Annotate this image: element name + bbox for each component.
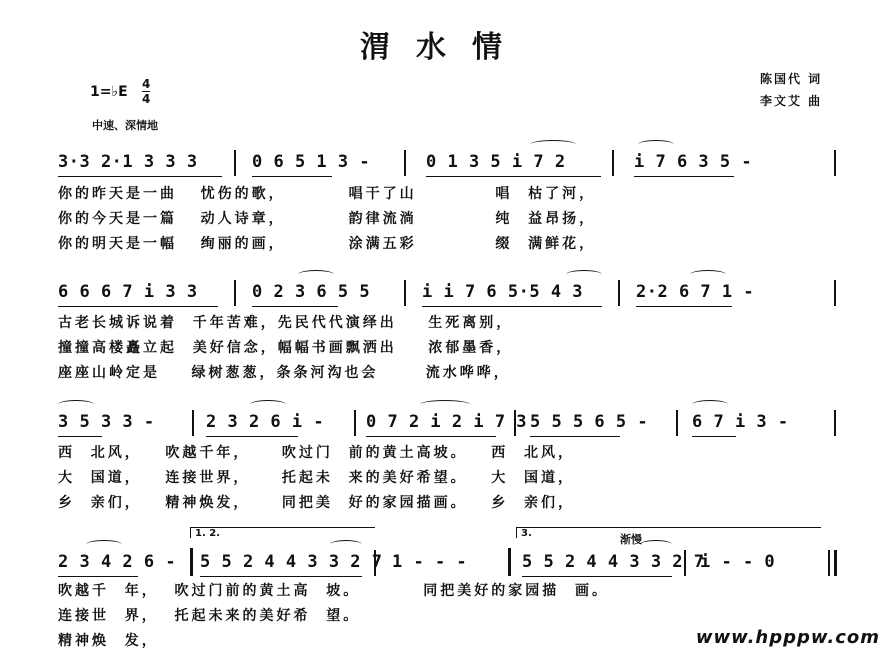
barline <box>192 410 194 436</box>
barline <box>618 280 620 306</box>
final-barline-thick <box>834 550 837 576</box>
barline <box>514 410 516 436</box>
volta-bracket-3: 3. <box>516 527 821 538</box>
measure: 5 5 2 4 4 3 3 2 7 <box>522 552 705 572</box>
barline <box>684 550 686 576</box>
barline <box>404 280 406 306</box>
repeat-barline <box>508 548 511 576</box>
beam-underline <box>422 306 602 307</box>
lyric-line-2: 大 国道， 连接世界， 托起未 来的美好希望。 大 国道， <box>58 470 575 486</box>
slur <box>530 140 576 149</box>
measure: i 7 6 3 5 - <box>634 152 753 172</box>
beam-underline <box>206 436 298 437</box>
measure: 3·3 2·1 3 3 3 <box>58 152 198 172</box>
slur <box>330 540 362 549</box>
beam-underline <box>366 436 496 437</box>
time-signature <box>142 78 150 105</box>
beam-underline <box>530 436 620 437</box>
barline <box>234 280 236 306</box>
lyric-line-3: 精神焕 发， <box>58 633 159 649</box>
measure: 2 3 2 6 i - <box>206 412 325 432</box>
ritardando-marking: 渐慢 <box>620 533 642 546</box>
beam-underline <box>252 176 332 177</box>
slur <box>690 270 726 279</box>
measure: 5 5 5 6 5 - <box>530 412 649 432</box>
measure: 6 6 6 7 i 3 3 <box>58 282 198 302</box>
lyricist-credit: 陈国代 词 <box>760 72 823 86</box>
time-signature-bottom: 4 <box>142 92 151 106</box>
song-title: 渭水情 <box>360 30 528 65</box>
slur <box>250 400 286 409</box>
barline <box>834 280 836 306</box>
lyric-line-3: 你的明天是一幅 绚丽的画， 涂满五彩 缀 满鲜花， <box>58 236 597 252</box>
measure: 0 1 3 5 i 7 2 <box>426 152 566 172</box>
measure: 2 3 4 2 6 - <box>58 552 177 572</box>
slur <box>566 270 602 279</box>
measure: i i 7 6 5·5 4 3 <box>422 282 584 302</box>
beam-underline <box>58 306 218 307</box>
beam-underline <box>200 576 362 577</box>
measure: 2·2 6 7 1 - <box>636 282 755 302</box>
lyric-line-1: 西 北风， 吹越千年， 吹过门 前的黄土高坡。 西 北风， <box>58 445 575 461</box>
watermark: www.hpppw.com <box>695 627 880 648</box>
barline <box>404 150 406 176</box>
time-signature-top: 4 <box>142 77 151 91</box>
measure: 3 5 3 3 - <box>58 412 155 432</box>
composer-credit: 李文艾 曲 <box>760 94 823 108</box>
slur <box>420 400 470 409</box>
lyric-line-1: 吹越千 年， 吹过门前的黄土高 坡。 同把美好的家园描 画。 <box>58 583 609 599</box>
barline <box>834 150 836 176</box>
volta-bracket-1-2: 1. 2. <box>190 527 375 538</box>
measure: 0 2 3 6 5 5 <box>252 282 371 302</box>
beam-underline <box>692 436 736 437</box>
slur <box>692 400 728 409</box>
lyric-line-1: 古老长城诉说着 千年苦难，先民代代演绎出 生死离别， <box>58 315 514 331</box>
lyric-line-2: 撞撞高楼矗立起 美好信念，幅幅书画飘洒出 浓郁墨香， <box>58 340 514 356</box>
barline <box>612 150 614 176</box>
measure: 6 7 i 3 - <box>692 412 789 432</box>
lyric-line-2: 你的今天是一篇 动人诗章， 韵律流淌 纯 益昂扬， <box>58 211 597 227</box>
lyric-line-2: 连接世 界， 托起未来的美好希 望。 <box>58 608 361 624</box>
barline <box>374 550 376 576</box>
slur <box>638 140 674 149</box>
beam-underline <box>252 306 338 307</box>
barline <box>234 150 236 176</box>
measure: i - - 0 <box>700 552 776 572</box>
lyric-line-3: 乡 亲们， 精神焕发， 同把美 好的家园描画。 乡 亲们， <box>58 495 575 511</box>
lyric-line-1: 你的昨天是一曲 忧伤的歌， 唱干了山 唱 枯了河， <box>58 186 597 202</box>
repeat-barline <box>190 548 193 576</box>
barline <box>676 410 678 436</box>
key-signature: 1=♭E <box>90 84 128 100</box>
slur <box>640 540 672 549</box>
final-barline-thin <box>828 550 830 576</box>
measure: 0 7 2 i 2 i 7 3 <box>366 412 528 432</box>
beam-underline <box>636 306 732 307</box>
barline <box>354 410 356 436</box>
lyric-line-3: 座座山岭定是 绿树葱葱，条条河沟也会 流水哗哗， <box>58 365 511 381</box>
measure: 1 - - - <box>392 552 468 572</box>
beam-underline <box>522 576 672 577</box>
beam-underline <box>426 176 601 177</box>
beam-underline <box>58 576 138 577</box>
slur <box>58 400 94 409</box>
slur <box>86 540 122 549</box>
beam-underline <box>634 176 734 177</box>
slur <box>298 270 334 279</box>
beam-underline <box>58 436 102 437</box>
measure: 0 6 5 1 3 - <box>252 152 371 172</box>
measure: 5 5 2 4 4 3 3 2 7 <box>200 552 383 572</box>
barline <box>834 410 836 436</box>
tempo-marking: 中速、深情地 <box>92 119 158 132</box>
beam-underline <box>58 176 222 177</box>
